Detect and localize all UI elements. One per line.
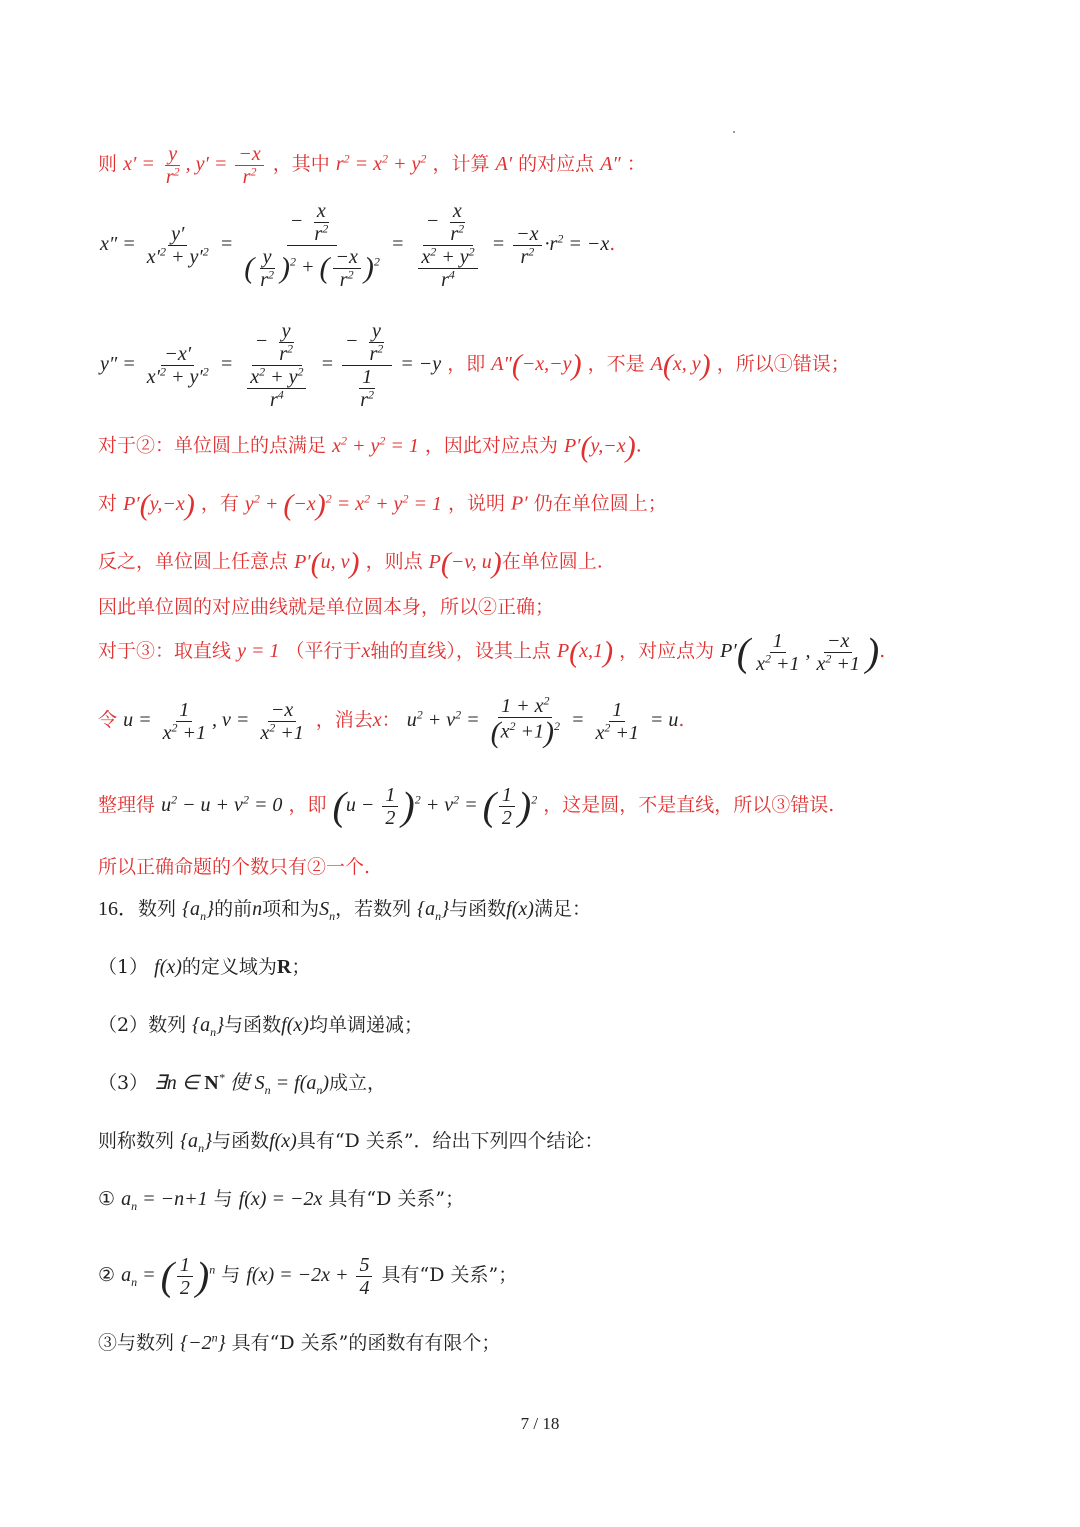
text: ，即 xyxy=(447,353,486,376)
math-fx: f(x) xyxy=(269,1130,297,1152)
math-sequence-neg2n: $\{-2^n\}$ xyxy=(180,1330,226,1354)
text: 令 xyxy=(98,709,118,732)
math-sequence: $\{a_n\}$ xyxy=(182,898,215,923)
math-x: x xyxy=(361,640,371,663)
text: 仍在单位圆上； xyxy=(533,492,667,515)
math-p-prime-fraction: P′( $\frac{1}{x^2 +1}$ , $\frac{-x}{x^2 +1}$ ) xyxy=(720,629,880,675)
solution-line-4 xyxy=(98,432,642,462)
condition-1 xyxy=(98,954,310,980)
math-p-prime-uv: P′(u, v) xyxy=(294,546,360,579)
text: 轴的直线），设其上点 xyxy=(370,640,551,663)
text: 满足： xyxy=(533,898,591,920)
formula-x-double-prime: x″ = $\frac{y'}{x'^2 + y'^2}$ = − $\frac{x}{r^2}$ ( $\frac{y}{r^2}$ )$^2$ + ( $\frac{-x}{r^2}$ )$^2$ = − $\frac{x}{r^2}$ $\frac{x^2 + y^2}{r^4}$ = $\frac{-x}{r^2}$ $\cdot r^2 = -x$. xyxy=(100,200,616,291)
solution-line-5 xyxy=(98,490,667,520)
math-sn: $S_n$ xyxy=(319,898,336,923)
text: 因此单位圆的对应曲线就是单位圆本身，所以②正确； xyxy=(98,596,555,618)
text: ，则点 xyxy=(365,550,423,573)
label: ③ xyxy=(98,1332,118,1354)
text: 则称数列 xyxy=(98,1130,175,1152)
math-sequence: $\{a_n\}$ xyxy=(192,1014,225,1039)
formula-u-v: u = $\frac{1}{x^2 +1}$ , v = $\frac{-x}{x^2 +1}$ xyxy=(123,699,304,744)
text: ，即 xyxy=(288,794,327,817)
formula-circle-eq: $u^2 - u + v^2 = 0$ xyxy=(161,792,283,817)
text: ： xyxy=(381,709,401,732)
text: ，因此对应点为 xyxy=(424,434,558,457)
text: 整理得 xyxy=(98,794,156,817)
formula-x-prime-y-prime: x′ = $\frac{y}{r^2}$ , y′ = $\frac{-x}{r^2}$ xyxy=(123,153,267,175)
text: 对 xyxy=(98,492,118,515)
text: 与函数 xyxy=(449,898,507,920)
text: ，这是圆，不是直线，所以③错误. xyxy=(543,794,835,817)
math-fx: f(x) xyxy=(281,1014,309,1036)
text: 的前 xyxy=(214,898,253,920)
text: 具有“D 关系”．给出下列四个结论： xyxy=(296,1130,604,1152)
text: 反之，单位圆上任意点 xyxy=(98,550,289,573)
text: ； xyxy=(291,956,311,978)
text: 则 xyxy=(98,153,118,176)
text: ，若数列 xyxy=(335,898,412,920)
question-16 xyxy=(98,896,591,922)
text: （平行于 xyxy=(285,640,362,663)
definition-line xyxy=(98,1128,604,1154)
text: ，其中 xyxy=(272,153,330,176)
formula-exists: ∃n ∈ N* 使 $S_n = f(a_n)$ xyxy=(154,1070,330,1097)
text: 在单位圆上. xyxy=(501,550,603,573)
text: 成立， xyxy=(329,1072,387,1094)
text: ，所以①错误； xyxy=(716,353,850,376)
formula-u2-v2: $u^2 + v^2$ = $\frac{1 + x^2}{(x^2 +1)^2}$ = $\frac{1}{x^2 +1}$ = u xyxy=(406,693,679,749)
math-a-point: A(x, y) xyxy=(650,348,711,382)
text: 对于③：取直线 xyxy=(98,640,232,663)
speck xyxy=(733,131,735,133)
option-2 xyxy=(98,1254,517,1299)
text: 数列 xyxy=(148,1014,187,1036)
math-a-prime: A′ xyxy=(495,153,513,176)
formula-r-squared: $r^2 = x^2 + y^2$ xyxy=(335,151,427,176)
solution-line-6 xyxy=(98,548,603,578)
option-1 xyxy=(98,1186,464,1212)
text: ： xyxy=(626,153,646,176)
solution-line-7 xyxy=(98,594,554,620)
condition-2 xyxy=(98,1012,423,1038)
text: 对于②：单位圆上的点满足 xyxy=(98,434,327,457)
formula-y-double-prime: y″ = $\frac{-x'}{x'^2 + y'^2}$ = − $\frac{y}{r^2}$ $\frac{x^2 + y^2}{r^4}$ = − $\frac{y}{r^2}$ $\frac{1}{r^2}$ = −y ，即 A″(−x,−y) ，不是 A(x, y) ，所以①错误； xyxy=(100,320,850,411)
condition-3 xyxy=(98,1070,386,1096)
formula-check: $y^2 + (-x)^2 = x^2 + y^2 = 1$ xyxy=(244,488,442,521)
math-a-double-prime: A″ xyxy=(600,153,621,176)
text: 与函数 xyxy=(224,1014,282,1036)
math-p-vu: P(−v, u) xyxy=(428,546,502,579)
formula-an: $a_n$ = ( $\frac{1}{2}$ )$^n$ xyxy=(121,1253,216,1299)
text: . xyxy=(879,640,886,663)
text: 与 xyxy=(213,1188,233,1210)
math-p-prime-point: P′(y,−x) xyxy=(563,430,636,463)
solution-line-9 xyxy=(98,695,684,748)
text: . xyxy=(635,434,642,457)
text: 与数列 xyxy=(117,1332,175,1354)
text: . xyxy=(678,709,685,732)
label: ① xyxy=(98,1188,116,1210)
math-p-prime: P′ xyxy=(511,492,528,515)
text: 具有“D 关系”； xyxy=(328,1188,465,1210)
math-fx: f(x) xyxy=(154,956,182,978)
text: 与 xyxy=(221,1264,241,1287)
formula-an: $a_n = -n+1$ xyxy=(121,1188,208,1213)
text: 的对应点 xyxy=(518,153,595,176)
formula-y-eq-1: y = 1 xyxy=(237,640,280,663)
text: 均单调递减； xyxy=(308,1014,423,1036)
text: ，对应点为 xyxy=(619,640,715,663)
solution-conclusion xyxy=(98,854,370,880)
solution-line-8 xyxy=(98,630,885,675)
text: ，消去 xyxy=(315,709,373,732)
option-3 xyxy=(98,1330,500,1356)
text: 与函数 xyxy=(212,1130,270,1152)
label: （2） xyxy=(98,1014,149,1036)
text: ，不是 xyxy=(587,353,645,376)
question-number: 16． xyxy=(98,898,138,920)
label: （1） xyxy=(98,956,149,978)
formula-fx: f(x) = −2x xyxy=(238,1188,323,1210)
text: ，计算 xyxy=(432,153,490,176)
text: 数列 xyxy=(138,898,177,920)
math-n: n xyxy=(252,898,263,920)
text: 具有“D 关系”； xyxy=(381,1264,518,1287)
label: （3） xyxy=(98,1072,149,1094)
math-sequence: $\{a_n\}$ xyxy=(417,898,450,923)
text: 的定义域为 xyxy=(181,956,277,978)
text: ，有 xyxy=(200,492,239,515)
text: ，说明 xyxy=(447,492,505,515)
math-fx: f(x) xyxy=(506,898,534,920)
formula-fx: f(x) = −2x + $\frac{5}{4}$ xyxy=(246,1264,375,1286)
solution-line-10 xyxy=(98,784,834,829)
text: 所以正确命题的个数只有②一个. xyxy=(98,856,371,878)
text: 项和为 xyxy=(262,898,320,920)
math-a-double-prime-point: A″(−x,−y) xyxy=(491,348,582,382)
math-R: R xyxy=(276,956,292,978)
text: 具有“D 关系”的函数有有限个； xyxy=(231,1332,501,1354)
label: ② xyxy=(98,1264,116,1287)
page-number: 7 / 18 xyxy=(520,1414,560,1433)
math-p-prime-point: P′(y,−x) xyxy=(123,488,195,521)
formula-unit-circle: $x^2 + y^2 = 1$ xyxy=(332,432,419,457)
formula-circle-standard: (u − $\frac{1}{2}$ )$^2 + v^2$ = ( $\frac{1}{2}$ )$^2$ xyxy=(332,783,538,829)
math-p-x1: P(x,1) xyxy=(556,635,614,669)
solution-line-1 xyxy=(98,143,646,188)
math-x: x xyxy=(372,709,382,732)
math-sequence: $\{a_n\}$ xyxy=(180,1130,213,1155)
